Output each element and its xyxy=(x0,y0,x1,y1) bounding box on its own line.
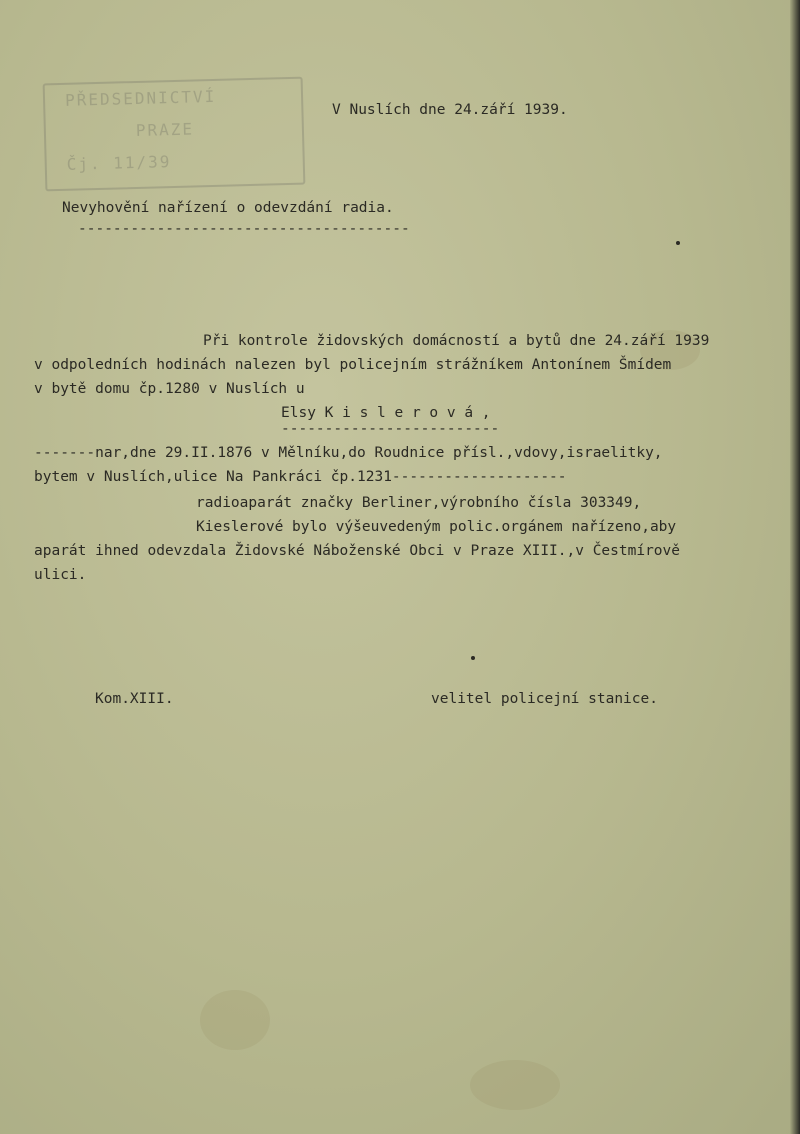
body-line-1: Při kontrole židovských domácností a bytů dne 24.září 1939 xyxy=(203,333,710,349)
person-name: Elsy K i s l e r o v á , xyxy=(281,405,491,421)
ink-dot xyxy=(676,241,680,245)
stamp-line-1: PŘEDSEDNICTVÍ xyxy=(64,86,217,110)
subject-underline: -------------------------------------- xyxy=(78,221,410,237)
footer-right-signature: velitel policejní stanice. xyxy=(431,691,658,707)
faded-stamp xyxy=(43,77,306,192)
body-line-2: v odpoledních hodinách nalezen byl policejním strážníkem Antonínem Šmídem xyxy=(34,357,672,373)
body-line-4: -------nar,dne 29.II.1876 v Mělníku,do Roudnice přísl.,vdovy,israelitky, xyxy=(34,445,663,461)
date-line: V Nuslích dne 24.září 1939. xyxy=(332,102,568,118)
person-name-underline: ------------------------- xyxy=(281,421,500,437)
stamp-line-3: Čj. 11/39 xyxy=(66,152,172,174)
ink-dot xyxy=(471,656,475,660)
body-line-3: v bytě domu čp.1280 v Nuslích u xyxy=(34,381,305,397)
body-line-8: aparát ihned odevzdala Židovské Náboženské Obci v Praze XIII.,v Čestmírově xyxy=(34,543,681,559)
footer-left-office: Kom.XIII. xyxy=(95,691,174,707)
body-line-7: Kieslerové bylo výšeuvedeným polic.orgánem nařízeno,aby xyxy=(196,519,677,535)
paper-edge-shadow xyxy=(790,0,800,1134)
body-line-6: radioaparát značky Berliner,výrobního čísla 303349, xyxy=(196,495,642,511)
stamp-line-2: PRAZE xyxy=(135,119,195,140)
paper-stain xyxy=(200,990,270,1050)
paper-stain xyxy=(470,1060,560,1110)
body-line-9: ulici. xyxy=(34,567,87,583)
subject-line: Nevyhovění nařízení o odevzdání radia. xyxy=(62,200,394,216)
body-line-5: bytem v Nuslích,ulice Na Pankráci čp.1231-------------------- xyxy=(34,469,567,485)
